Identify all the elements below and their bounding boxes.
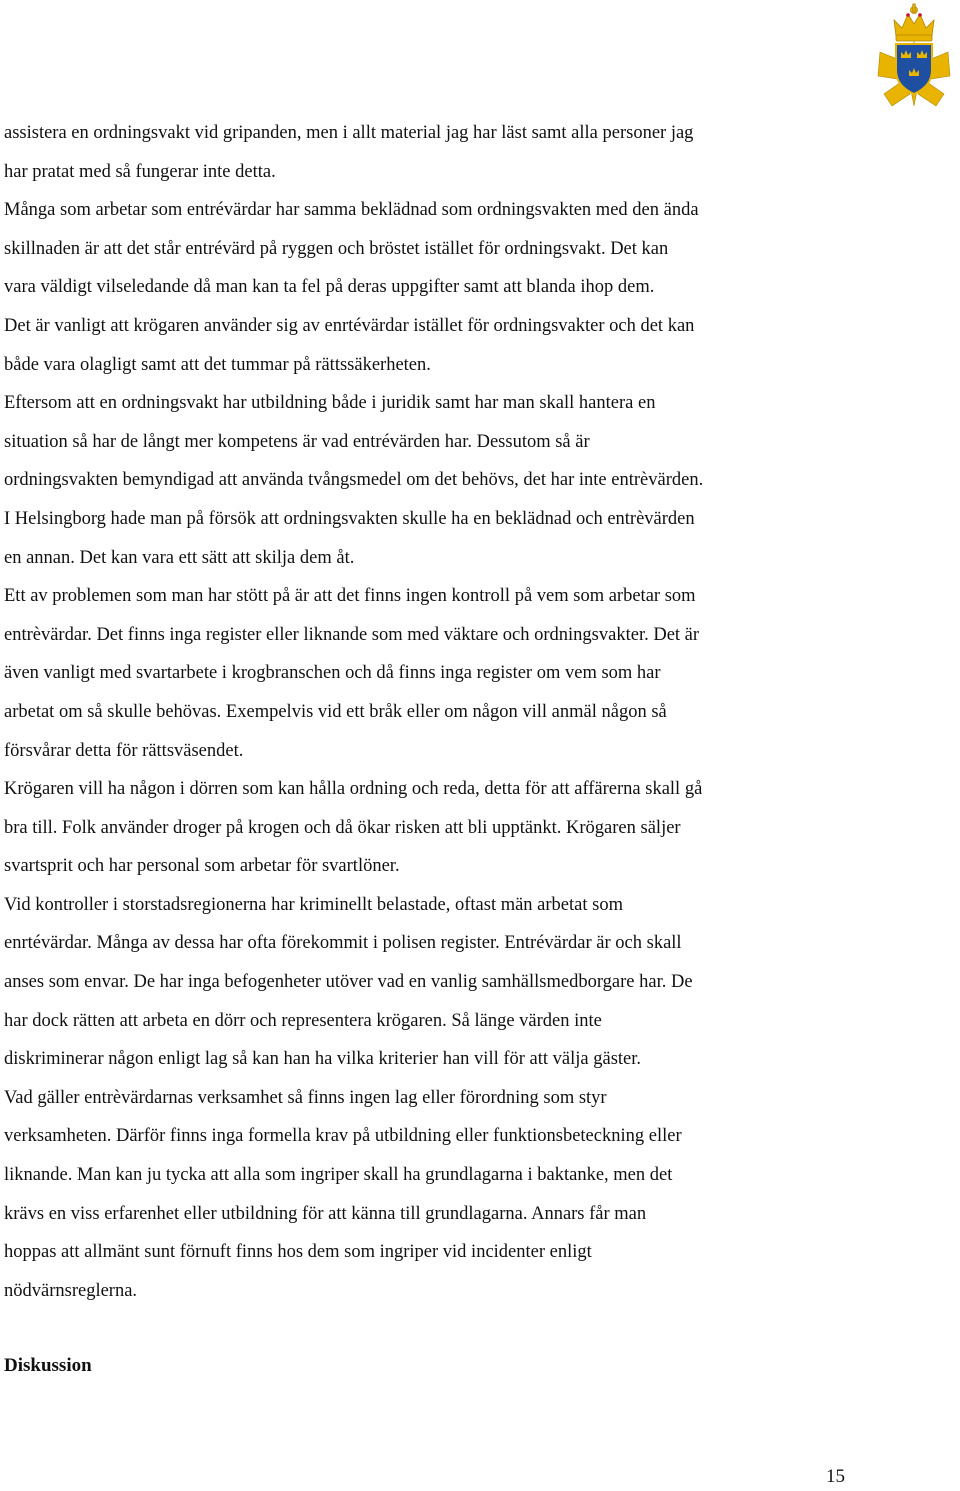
- text-line: liknande. Man kan ju tycka att alla som ingriper skall ha grundlagarna i baktanke, men det: [4, 1165, 673, 1186]
- body-text: [4, 114, 856, 1310]
- text-line: ordningsvakten bemyndigad att använda tvångsmedel om det behövs, det har inte entrèvärden.: [4, 470, 704, 491]
- text-line: I Helsingborg hade man på försök att ordningsvakten skulle ha en beklädnad och entrèvärden: [4, 508, 695, 529]
- text-line: verksamheten. Därför finns inga formella krav på utbildning eller funktionsbeteckning eller: [4, 1126, 682, 1147]
- text-line: arbetat om så skulle behövas. Exempelvis vid ett bråk eller om någon vill anmäl någon så: [4, 701, 667, 722]
- text-line: skillnaden är att det står entrévärd på ryggen och bröstet istället för ordningsvakt. Det kan: [4, 238, 669, 259]
- text-line: har dock rätten att arbeta en dörr och representera krögaren. Så länge värden inte: [4, 1010, 602, 1031]
- text-line: har pratat med så fungerar inte detta.: [4, 161, 276, 182]
- text-line: Vad gäller entrèvärdarnas verksamhet så finns ingen lag eller förordning som styr: [4, 1087, 607, 1108]
- text-line: assistera en ordningsvakt vid gripanden, men i allt material jag har läst samt alla personer jag: [4, 123, 694, 143]
- text-line: diskriminerar någon enligt lag så kan han ha vilka kriterier han vill för att välja gäster.: [4, 1049, 642, 1070]
- swedish-police-emblem-icon: [874, 2, 954, 108]
- text-line: situation så har de långt mer kompetens är vad entrévärden har. Dessutom så är: [4, 431, 590, 452]
- text-line: nödvärnsreglerna.: [4, 1280, 138, 1301]
- text-line: entrèvärdar. Det finns inga register eller liknande som med väktare och ordningsvakter. Det är: [4, 624, 700, 645]
- text-line: Vid kontroller i storstadsregionerna har kriminellt belastade, oftast män arbetat som: [4, 894, 623, 915]
- text-line: hoppas att allmänt sunt förnuft finns hos dem som ingriper vid incidenter enligt: [4, 1242, 592, 1263]
- text-line: krävs en viss erfarenhet eller utbildning för att känna till grundlagarna. Annars får man: [4, 1203, 647, 1224]
- text-line: Många som arbetar som entrévärdar har samma beklädnad som ordningsvakten med den ända: [4, 200, 699, 221]
- text-line: försvårar detta för rättsväsendet.: [4, 740, 244, 761]
- text-line: en annan. Det kan vara ett sätt att skilja dem åt.: [4, 547, 355, 568]
- section-heading: Diskussion: [4, 1355, 92, 1376]
- text-line: Ett av problemen som man har stött på är att det finns ingen kontroll på vem som arbetar som: [4, 586, 696, 607]
- text-line: även vanligt med svartarbete i krogbranschen och då finns inga register om vem som har: [4, 663, 661, 684]
- text-line: bra till. Folk använder droger på krogen och då ökar risken att bli upptänkt. Krögaren säljer: [4, 817, 681, 838]
- text-line: enrtévärdar. Många av dessa har ofta förekommit i polisen register. Entrévärdar är och skall: [4, 933, 682, 954]
- text-line: Krögaren vill ha någon i dörren som kan hålla ordning och reda, detta för att affärerna skall gå: [4, 779, 703, 800]
- text-line: Det är vanligt att krögaren använder sig av enrtévärdar istället för ordningsvakter och det kan: [4, 315, 695, 336]
- text-line: Eftersom att en ordningsvakt har utbildning både i juridik samt har man skall hantera en: [4, 393, 656, 414]
- text-line: svartsprit och har personal som arbetar för svartlöner.: [4, 856, 400, 877]
- text-line: vara väldigt vilseledande då man kan ta fel på deras uppgifter samt att blanda ihop dem.: [4, 277, 655, 298]
- page-number: 15: [826, 1466, 845, 1487]
- text-line: både vara olagligt samt att det tummar på rättssäkerheten.: [4, 354, 431, 375]
- text-line: anses som envar. De har inga befogenheter utöver vad en vanlig samhällsmedborgare har. De: [4, 972, 693, 993]
